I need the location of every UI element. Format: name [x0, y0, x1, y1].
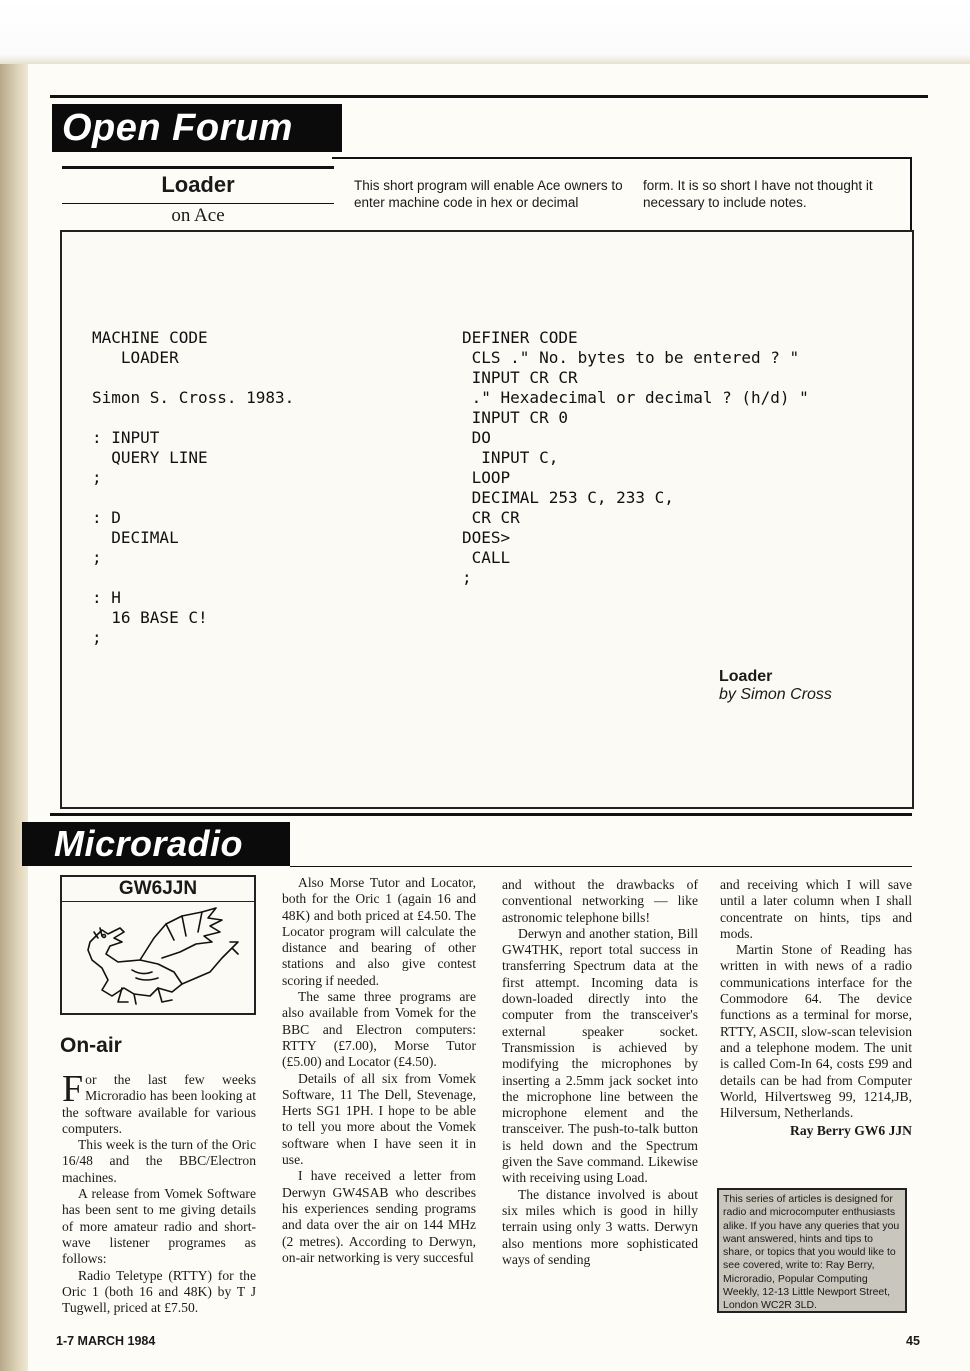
- listing-left-column: [92, 328, 294, 648]
- col1-para-3: A release from Vomek Software has been sent to me giving details of more amateur radio and short-wave listener programes as follows:: [62, 1186, 256, 1267]
- open-forum-banner: Open Forum: [52, 104, 342, 152]
- page-top-margin: [0, 0, 970, 64]
- right-line: INPUT CR CR: [462, 368, 578, 387]
- left-line: ;: [92, 548, 102, 567]
- col4-para-1: and receiving which I will save until a later column when I shall concentrate on hints, tips and mods.: [720, 877, 912, 941]
- col3-para-3: The distance involved is about six miles which is good in hilly terrain using only 3 watts. Derwyn also mentions more sophisticated ways of sending: [502, 1186, 698, 1267]
- right-line: CALL: [462, 548, 511, 567]
- right-line: LOOP: [462, 468, 511, 487]
- listing-right-column: [462, 328, 809, 588]
- right-line: DOES>: [462, 528, 511, 547]
- left-line: ;: [92, 468, 102, 487]
- top-rule: [50, 95, 928, 98]
- col3-para-2: Derwyn and another station, Bill GW4THK, report total success in transferring Spectrum data at the first attempt. Incoming data is down-loaded directly into the computer from the transceiver's external speaker socket. Transmission is achieved by modifying the microphones by inserting a 2.5mm jack socket into the microphone line between the microphone element and the transceiver. The push-to-talk button is held down and the Spectrum given the Save command. Likewise with receiving using Load.: [502, 925, 698, 1186]
- left-line: : H: [92, 588, 121, 607]
- article-column-4: [720, 877, 912, 1140]
- loader-intro-left: This short program will enable Ace owners to enter machine code in hex or decimal: [354, 178, 623, 210]
- article-column-2: [282, 875, 476, 1266]
- left-line: [92, 568, 294, 588]
- loader-title: Loader: [161, 172, 235, 197]
- col2-para-2: The same three programs are also available from Vomek for the BBC and Electron computers: RTTY (£7.00), Morse Tutor (£5.00) and Locator (£4.50).: [282, 989, 476, 1070]
- col1-para-1: For the last few weeks Microradio has been looking at the software available for various computers.: [62, 1068, 256, 1136]
- left-line: [92, 368, 294, 388]
- footer-date: 1-7 MARCH 1984: [56, 1334, 156, 1348]
- forum-rule: [332, 157, 912, 159]
- listing-caption-byline: by Simon Cross: [719, 686, 832, 703]
- callsign-label: GW6JJN: [62, 877, 254, 902]
- left-line: 16 BASE C!: [92, 608, 208, 627]
- drop-cap: F: [62, 1068, 84, 1110]
- col1-para-4: Radio Teletype (RTTY) for the Oric 1 (both 16 and 48K) by T J Tugwell, priced at £7.50.: [62, 1267, 256, 1316]
- left-line: [92, 488, 294, 508]
- listing-caption-title: Loader: [719, 668, 773, 685]
- col1-para-2: This week is the turn of the Oric 16/48 and the BBC/Electron machines.: [62, 1137, 256, 1185]
- right-line: CLS ." No. bytes to be entered ? ": [462, 348, 800, 367]
- left-line: [92, 408, 294, 428]
- loader-title-rule: [62, 203, 334, 204]
- loader-subtitle: on Ace: [171, 205, 225, 226]
- right-line: ." Hexadecimal or decimal ? (h/d) ": [462, 388, 809, 407]
- left-line: Simon S. Cross. 1983.: [92, 388, 295, 407]
- contact-info-box: This series of articles is designed for radio and microcomputer enthusiasts alike. If you have any queries that you want answered, hints and tips to share, or topics that you would like to see covered, write to: Ray Berry, Microradio, Popular Computing Weekly, 12-13 Little Newport Street, London WC2R 3LD.: [717, 1188, 907, 1313]
- right-line: DO: [462, 428, 491, 447]
- col4-para-2: Martin Stone of Reading has written in with news of a radio communications interface for the Commodore 64. The device functions as a terminal for morse, RTTY, ASCII, slow-scan television and a telephone modem. The unit is called Com-In 64, costs £99 and details can be had from Computer World, Hilvertsweg 99, 1214,JB, Hilversum, Netherlands.: [720, 942, 912, 1121]
- right-line: ;: [462, 568, 472, 587]
- author-signature: Ray Berry GW6 JJN: [790, 1123, 912, 1139]
- right-line: DECIMAL 253 C, 233 C,: [462, 488, 674, 507]
- right-line: INPUT CR 0: [462, 408, 568, 427]
- microradio-rule: [290, 866, 912, 867]
- col2-para-1: Also Morse Tutor and Locator, both for the Oric 1 (again 16 and 48K) and both priced at £4.50. The Locator program will calculate the distance and bearing of other stations and also give contest scoring if needed.: [282, 875, 476, 988]
- left-line: : INPUT: [92, 428, 160, 447]
- loader-intro-right: form. It is so short I have not thought it necessary to include notes.: [643, 178, 873, 210]
- left-line: MACHINE CODE: [92, 328, 208, 347]
- right-line: DEFINER CODE: [462, 328, 578, 347]
- left-line: DECIMAL: [92, 528, 179, 547]
- left-line: QUERY LINE: [92, 448, 208, 467]
- page-number: 45: [906, 1334, 920, 1348]
- right-line: CR CR: [462, 508, 520, 527]
- article-column-3: [502, 877, 698, 1268]
- left-line: ;: [92, 628, 102, 647]
- col3-para-1: and without the drawbacks of conventional networking — like astronomic telephone bills!: [502, 877, 698, 925]
- loader-title-rule-top: [62, 166, 334, 169]
- col2-para-4: I have received a letter from Derwyn GW4SAB who describes his experiences sending programs and data over the air on 144 MHz (2 metres). According to Derwyn, on-air networking is very succesful: [282, 1168, 476, 1265]
- left-line: : D: [92, 508, 121, 527]
- page-binding-edge: [0, 0, 28, 1371]
- microradio-banner: Microradio: [22, 822, 290, 866]
- article-column-1: [62, 1068, 256, 1316]
- left-line: LOADER: [92, 348, 179, 367]
- col2-para-3: Details of all six from Vomek Software, 11 The Dell, Stevenage, Herts SG1 1PH. I hope to be able to tell you more about the Vomek software when I have seen it in use.: [282, 1070, 476, 1168]
- microradio-top-rule: [50, 813, 912, 816]
- on-air-heading: On-air: [60, 1034, 122, 1057]
- callsign-box: [60, 875, 256, 1015]
- program-listing-box: [60, 230, 914, 809]
- right-line: INPUT C,: [462, 448, 559, 467]
- welsh-dragon-icon: [62, 902, 254, 1012]
